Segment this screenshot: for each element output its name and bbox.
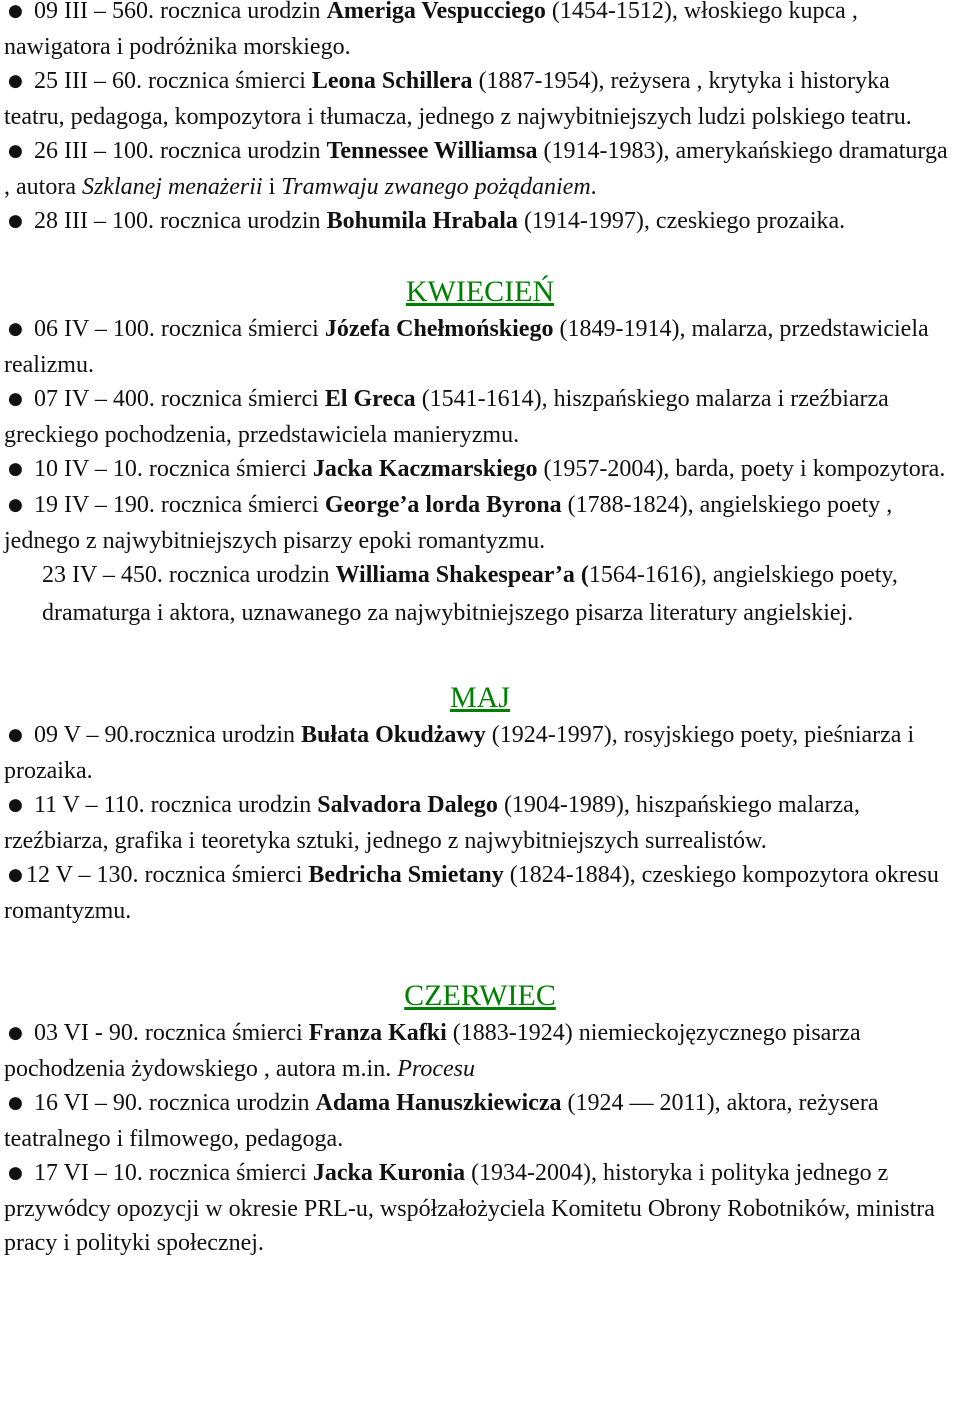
bullet-icon: ● xyxy=(8,1163,23,1183)
entry-description: (1541-1614), hiszpańskiego malarza i rzeźbiarza greckiego pochodzenia, przedstawiciela manieryzmu. xyxy=(4,386,889,448)
entry-date: 03 VI - 90. rocznica śmierci xyxy=(34,1020,309,1046)
bullet-icon: ● xyxy=(8,495,23,515)
entry-dali xyxy=(4,788,956,858)
work-title: Tramwaju zwanego pożądaniem xyxy=(281,174,591,200)
entry-description: (1934-2004), historyka i polityka jednego z przywódcy opozycji w okresie PRL-u, współzałożyciela Komitetu Obrony Robotników, ministra pracy i polityki społecznej. xyxy=(4,1160,935,1256)
entry-okudzhava xyxy=(4,718,956,788)
entry-description: . xyxy=(590,174,597,200)
entry-date: 25 III – 60. rocznica śmierci xyxy=(34,68,312,94)
work-title: Procesu xyxy=(397,1056,475,1082)
entry-description: (1914-1983), amerykańskiego dramaturga , autora xyxy=(4,138,948,200)
entry-name: Salvadora Dalego xyxy=(317,792,498,818)
entry-description: i xyxy=(262,174,282,200)
entry-description: (1849-1914), malarza, przedstawiciela realizmu. xyxy=(4,316,929,378)
entry-date: 12 V – 130. rocznica śmierci xyxy=(26,862,309,888)
entry-shakespeare xyxy=(4,558,956,630)
bullet-icon: ● xyxy=(8,71,23,91)
bullet-icon xyxy=(4,559,34,593)
entry-name: Ameriga Vespucciego xyxy=(326,0,546,24)
bullet-icon: ● xyxy=(8,795,23,815)
entry-name: Jacka Kuronia xyxy=(312,1160,466,1186)
entry-date: 09 III – 560. rocznica urodzin xyxy=(34,0,327,24)
work-title: Szklanej menażerii xyxy=(81,174,263,200)
entry-description: (1924-1997), rosyjskiego poety, pieśniarza i prozaika. xyxy=(4,722,915,784)
bullet-icon: ● xyxy=(8,389,23,409)
entry-date: 09 V – 90.rocznica urodzin xyxy=(34,722,302,748)
entry-vespucci xyxy=(4,0,956,64)
bullet-icon: ● xyxy=(8,211,23,231)
bullet-icon: ● xyxy=(8,459,23,479)
bullet-icon: ● xyxy=(8,725,23,745)
entry-hanuszkiewicz xyxy=(4,1086,956,1156)
entry-williams xyxy=(4,134,956,204)
entry-kafka xyxy=(4,1016,956,1086)
entry-description: (1904-1989), hiszpańskiego malarza, rzeźbiarza, grafika i teoretyka sztuki, jednego z najwybitniejszych surrealistów. xyxy=(4,792,860,854)
entry-date: 28 III – 100. rocznica urodzin xyxy=(34,208,327,234)
entry-date: 26 III – 100. rocznica urodzin xyxy=(34,138,327,164)
entry-el-greco xyxy=(4,382,956,452)
entry-name: George’a lorda Byrona xyxy=(324,492,562,518)
entry-name: El Greca xyxy=(324,386,416,412)
entry-date: 17 VI – 10. rocznica śmierci xyxy=(34,1160,313,1186)
entry-hrabal xyxy=(4,204,956,240)
bullet-icon: ● xyxy=(8,1093,23,1113)
entry-byron xyxy=(4,488,956,558)
bullet-icon: ● xyxy=(8,865,23,885)
entry-date: 23 IV – 450. rocznica urodzin xyxy=(42,562,336,588)
entry-name: Bedricha Smietany xyxy=(308,862,504,888)
bullet-icon: ● xyxy=(8,1023,23,1043)
entry-name: Franza Kafki xyxy=(308,1020,447,1046)
entry-description: 1564-1616), angielskiego poety, dramaturga i aktora, uznawanego za najwybitniejszego pisarza literatury angielskiej. xyxy=(42,562,898,626)
section-heading-maj: MAJ xyxy=(449,681,510,714)
entry-date: 16 VI – 90. rocznica urodzin xyxy=(34,1090,316,1116)
entry-description: (1454-1512), włoskiego kupca , nawigatora i podróżnika morskiego. xyxy=(4,0,858,60)
bullet-icon: ● xyxy=(8,141,23,161)
entry-schiller xyxy=(4,64,956,134)
entry-description: (1914-1997), czeskiego prozaika. xyxy=(517,208,846,234)
entry-name: Bułata Okudżawy xyxy=(301,722,486,748)
entry-date: 07 IV – 400. rocznica śmierci xyxy=(34,386,325,412)
entry-name: Józefa Chełmońskiego xyxy=(324,316,554,342)
entry-name: Bohumila Hrabala xyxy=(326,208,518,234)
entry-date: 10 IV – 10. rocznica śmierci xyxy=(34,456,313,482)
entry-date: 19 IV – 190. rocznica śmierci xyxy=(34,492,325,518)
entry-kuron xyxy=(4,1156,956,1260)
entry-description: (1924 — 2011), aktora, reżysera teatralnego i filmowego, pedagoga. xyxy=(4,1090,879,1152)
entry-kaczmarski xyxy=(4,452,956,488)
entry-name: Leona Schillera xyxy=(311,68,473,94)
entry-smetana xyxy=(4,858,956,928)
section-heading-czerwiec: CZERWIEC xyxy=(404,979,556,1012)
entry-name: Williama Shakespear’a ( xyxy=(335,562,589,588)
entry-name: Adama Hanuszkiewicza xyxy=(315,1090,562,1116)
entry-date: 11 V – 110. rocznica urodzin xyxy=(34,792,318,818)
entry-name: Jacka Kaczmarskiego xyxy=(312,456,538,482)
entry-description: (1957-2004), barda, poety i kompozytora. xyxy=(537,456,946,482)
section-heading-kwiecien: KWIECIEŃ xyxy=(405,275,555,308)
bullet-icon: ● xyxy=(8,1,23,21)
bullet-icon: ● xyxy=(8,319,23,339)
entry-date: 06 IV – 100. rocznica śmierci xyxy=(34,316,325,342)
entry-chelmonski xyxy=(4,312,956,382)
entry-name: Tennessee Williamsa xyxy=(326,138,538,164)
entry-description: (1788-1824), angielskiego poety , jednego z najwybitniejszych pisarzy epoki romantyzmu. xyxy=(4,492,893,554)
entry-description: (1824-1884), czeskiego kompozytora okresu romantyzmu. xyxy=(4,862,939,924)
entry-description: (1887-1954), reżysera , krytyka i historyka teatru, pedagoga, kompozytora i tłumacza, jednego z najwybitniejszych ludzi polskiego teatru. xyxy=(4,68,912,130)
entry-description: (1883-1924) niemieckojęzycznego pisarza pochodzenia żydowskiego , autora m.in. xyxy=(4,1020,861,1082)
